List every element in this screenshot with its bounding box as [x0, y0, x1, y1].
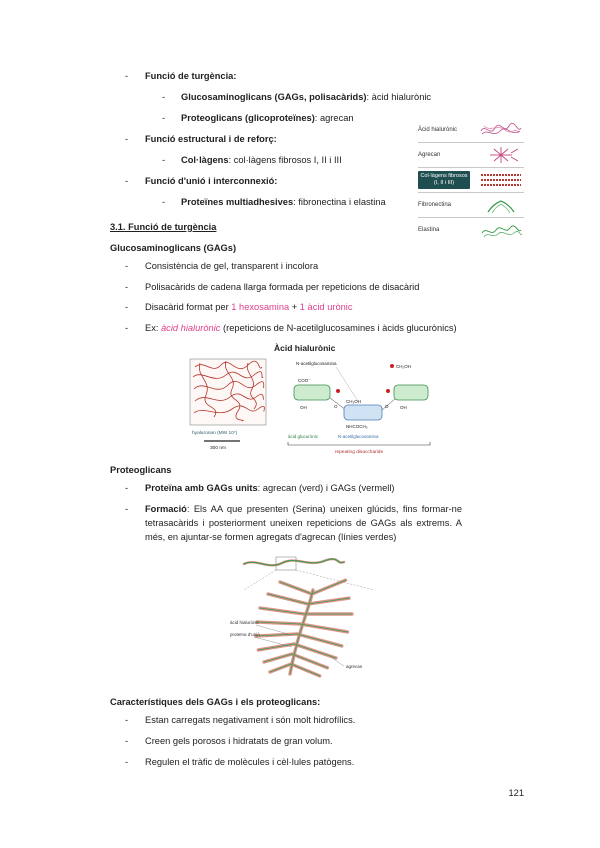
hyaluronic-acid-figure	[188, 343, 438, 457]
list-item-rest: : agrecan	[314, 112, 354, 123]
proteoglycans-heading: Proteoglicans	[110, 465, 172, 476]
chem-label-o-a: O	[334, 404, 338, 410]
collagen-label-chip: Col·làgens fibrosos (I, II i III)	[418, 171, 470, 188]
em-caption: hyaluronan (MW 10⁷)	[192, 431, 238, 437]
bullet-dash: -	[162, 91, 166, 102]
bullet-dash: -	[125, 715, 129, 726]
list-item-rest: : agrecan (verd) i GAGs (vermell)	[257, 483, 395, 494]
aggrecan-sketch-icon	[478, 145, 524, 165]
bullet-dash: -	[162, 154, 166, 165]
list-item	[110, 112, 462, 126]
bullet-dash: -	[125, 483, 129, 494]
acetylglucosamine-ring	[344, 405, 382, 420]
list-item	[110, 91, 462, 105]
glucuronic-acid-ring	[294, 385, 330, 400]
gags-bullet-2: Polisacàrids de cadena llarga formada per repeticions de disacàrid	[145, 281, 420, 292]
chem-top-label: N-acetilglucosamina	[296, 361, 337, 367]
highlight-uronic-acid: 1 àcid urònic	[299, 302, 353, 313]
bullet-dash: -	[125, 302, 129, 313]
list-item-bold: Funció de turgència:	[145, 71, 237, 81]
chem-label-ch2oh-b: CH₂OH	[346, 399, 361, 405]
list-item	[110, 503, 462, 545]
gags-heading: Glucosaminoglicans (GAGs)	[110, 242, 237, 253]
chem-label-oh-a: OH	[300, 405, 307, 411]
highlight-hyaluronic: àcid hialurònic	[161, 323, 221, 334]
text-run: (repeticions de N-acetilglucosamines i àcids glucurònics)	[220, 323, 457, 334]
chem-label-ch2oh-a: CH₂OH	[396, 364, 411, 370]
list-item	[110, 756, 462, 770]
scale-label: 300 nm	[210, 446, 226, 452]
list-item	[110, 714, 462, 728]
collagen-fibrils-icon	[478, 170, 524, 190]
list-item-bold: Formació	[145, 504, 187, 515]
hyaluronic-acid-sketch-icon	[478, 120, 524, 140]
side-label: Àcid hialurònic	[418, 126, 458, 133]
bullet-dash: -	[125, 504, 129, 515]
text-run: Disacàrid format per	[145, 302, 232, 313]
aggrecan-aggregate-diagram	[228, 552, 393, 687]
list-item	[110, 175, 462, 189]
figure1-title: Àcid hialurònic	[274, 343, 336, 354]
section-heading: 3.1. Funció de turgència	[110, 221, 217, 232]
list-item-bold: Glucosaminoglicans (GAGs, polisacàrids)	[181, 91, 367, 102]
chem-label-nhcoch3: NHCOCH₃	[346, 424, 368, 430]
list-item	[110, 281, 462, 295]
gags-bullet-3	[145, 301, 462, 315]
list-item-rest: : àcid hialurònic	[366, 91, 432, 102]
bullet-dash: -	[125, 260, 129, 271]
list-item	[110, 70, 462, 84]
page-number: 121	[508, 788, 524, 798]
hyaluronan-label: àcid hialurònic	[230, 620, 259, 626]
list-item	[110, 735, 462, 749]
side-label: Elastina	[418, 227, 440, 234]
list-item	[110, 322, 462, 336]
gags-bullet-4	[145, 322, 462, 336]
bullet-dash: -	[162, 112, 166, 123]
bullet-dash: -	[125, 281, 129, 292]
text-run: Ex:	[145, 323, 162, 334]
list-item-rest: : Els AA que presenten (Serina) uneixen glúcids, fins formar-ne tetrasacàrids i posteriorment uneixen repeticions de GAGs als extrems. A més, en ajuntar-se formen agregats d'agrecan (línies verdes)	[145, 504, 462, 543]
oxygen-dot-icon	[390, 364, 394, 368]
bracket-label: repeating disaccharide	[334, 450, 384, 456]
hyaluronic-acid-diagram	[188, 355, 433, 455]
sugar-name-blue: N-acetilglucosamina	[338, 434, 379, 440]
list-item	[110, 482, 462, 496]
oxygen-dot-icon	[336, 389, 340, 393]
list-item	[110, 196, 462, 210]
bullet-dash: -	[125, 736, 129, 746]
aggrecan-label: agrecan	[346, 664, 363, 670]
document-body	[110, 70, 462, 777]
side-label: Fibronectina	[418, 201, 452, 208]
characteristics-bullet-2: Creen gels porosos i hidratats de gran volum.	[145, 736, 333, 746]
list-item	[110, 133, 462, 147]
chem-label-oh-b: OH	[400, 405, 407, 411]
list-item-rest: : fibronectina i elastina	[293, 196, 386, 207]
bullet-dash: -	[125, 323, 129, 334]
bullet-dash: -	[125, 71, 129, 81]
sugar-name-green: àcid glucurònic	[288, 434, 319, 440]
aggrecan-aggregate-figure	[228, 552, 462, 689]
characteristics-bullet-1: Estan carregats negativament i són molt hidrofílics.	[145, 715, 356, 726]
proteo-bullet-2	[145, 503, 462, 545]
glucuronic-acid-ring	[394, 385, 428, 400]
list-item-bold: Proteïna amb GAGs units	[145, 483, 258, 494]
bullet-dash: -	[162, 196, 166, 207]
link-protein-label: proteïna d'unió	[230, 632, 260, 638]
list-item-bold: Proteïnes multiadhesives	[181, 196, 294, 207]
proteo-bullet-1	[145, 482, 462, 496]
list-item	[110, 301, 462, 315]
highlight-hexosamine: 1 hexosamina	[231, 302, 290, 313]
characteristics-heading: Característiques dels GAGs i els proteoglicans:	[110, 697, 321, 708]
list-item-bold: Funció estructural i de reforç:	[145, 133, 277, 144]
text-run: +	[289, 302, 300, 313]
list-item	[110, 154, 462, 168]
chem-label-coo: COO⁻	[298, 378, 311, 384]
chem-label-o-b: O	[385, 404, 389, 410]
list-item-rest: : col·làgens fibrosos I, II i III	[228, 154, 342, 165]
bullet-dash: -	[125, 133, 129, 144]
oxygen-dot-icon	[386, 389, 390, 393]
list-item-bold: Funció d'unió i interconnexió:	[145, 175, 278, 186]
list-item	[110, 260, 462, 274]
list-item-bold: Col·làgens	[181, 154, 229, 165]
bullet-dash: -	[125, 756, 129, 767]
fibronectin-sketch-icon	[478, 195, 524, 215]
characteristics-bullet-3: Regulen el tràfic de molècules i cèl·lules patògens.	[145, 756, 355, 767]
bullet-dash: -	[125, 175, 129, 186]
gags-bullet-1: Consistència de gel, transparent i incolora	[145, 260, 319, 271]
list-item-bold: Proteoglicans (glicoproteïnes)	[181, 112, 315, 123]
elastin-sketch-icon	[478, 221, 524, 241]
side-label: Agrecan	[418, 151, 441, 158]
